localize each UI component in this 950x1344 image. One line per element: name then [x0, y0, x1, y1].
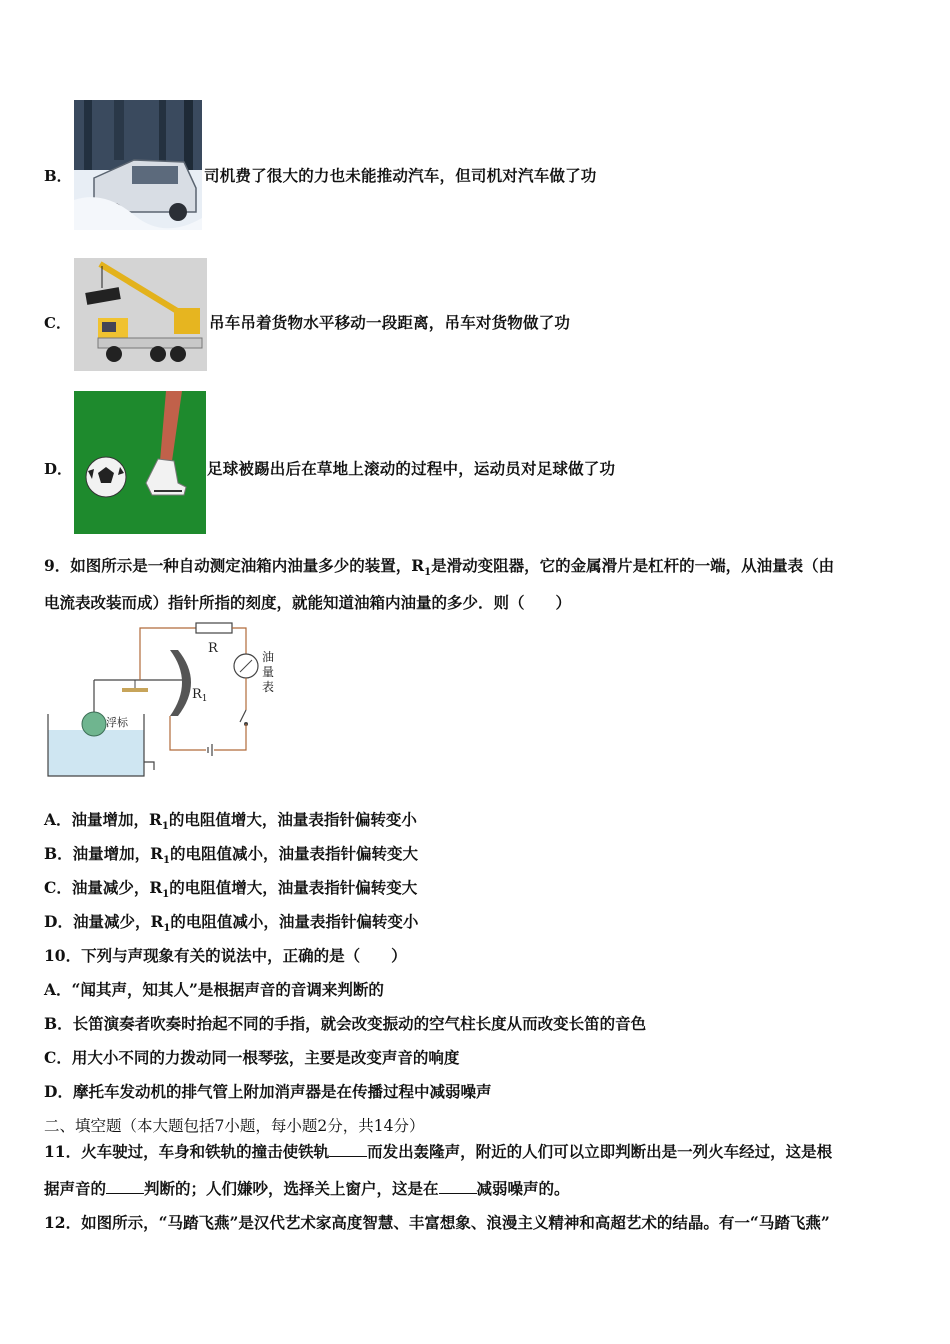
option-c-text: 吊车吊着货物水平移动一段距离，吊车对货物做了功 [209, 313, 571, 332]
q9-stem-part2: 是滑动变阻器，它的金属滑片是杠杆的一端，从油量表（由 [431, 556, 835, 575]
q10-option-d [44, 1080, 491, 1102]
q9-option-b-letter: B． [44, 844, 73, 863]
q9-option-b [44, 842, 418, 866]
q9-option-c-pre: 油量减少，R [71, 878, 163, 897]
q11-line1-part2: 而发出轰隆声，附近的人们可以立即判断出是一列火车经过，这是根 [367, 1142, 833, 1161]
q10-option-a-text: “闻其声，知其人”是根据声音的音调来判断的 [71, 980, 384, 999]
q9-stem-line2: 电流表改装而成）指针所指的刻度，就能知道油箱内油量的多少．则（ ） [44, 593, 572, 612]
q10-option-c-text: 用大小不同的力拨动同一根琴弦，主要是改变声音的响度 [71, 1048, 460, 1067]
q11-line2-part2: 判断的；人们嫌吵，选择关上窗户，这是在 [144, 1179, 439, 1198]
q9-stem-sub: 1 [424, 567, 432, 579]
q11-blank-2[interactable] [106, 1181, 144, 1194]
q10-option-b-letter: B． [44, 1014, 73, 1033]
q9-stem-line1 [44, 554, 834, 578]
option-c-letter: C． [44, 314, 71, 332]
q9-option-c [44, 876, 417, 900]
section-title: 二、填空题（本大题包括7小题，每小题2分，共14分） [44, 1117, 425, 1135]
q12-line1: 12．如图所示，“马踏飞燕”是汉代艺术家高度智慧、丰富想象、浪漫主义精神和高超艺术的结晶。有一“马踏飞燕” [44, 1213, 830, 1232]
q9-option-b-sub: 1 [163, 855, 170, 867]
q10-option-b-text: 长笛演奏者吹奏时抬起不同的手指，就会改变振动的空气柱长度从而改变长笛的音色 [72, 1014, 647, 1033]
option-b-letter: B． [44, 167, 72, 185]
football-kick-image [74, 391, 206, 534]
q10-option-a-letter: A． [44, 980, 72, 999]
label-r1 [192, 687, 208, 704]
q11-blank-1[interactable] [329, 1144, 367, 1157]
oil-gauge-circuit-diagram [44, 618, 294, 783]
q9-option-c-post: 的电阻值增大，油量表指针偏转变大 [169, 878, 418, 897]
q9-option-b-pre: 油量增加，R [72, 844, 163, 863]
q9-option-a [44, 808, 417, 832]
option-b-text: 司机费了很大的力也未能推动汽车，但司机对汽车做了功 [204, 166, 597, 185]
q10-option-d-text: 摩托车发动机的排气管上附加消声器是在传播过程中减弱噪声 [72, 1082, 492, 1101]
q11-line1 [44, 1140, 832, 1162]
crane-truck-image [74, 258, 207, 371]
q9-option-d-sub: 1 [163, 923, 171, 935]
q11-line2-part1: 据声音的 [44, 1179, 107, 1198]
label-float: 浮标 [106, 716, 128, 729]
q11-line1-part1: 11．火车驶过，车身和铁轨的撞击使铁轨 [44, 1142, 330, 1161]
q9-option-c-sub: 1 [162, 889, 170, 901]
q11-blank-3[interactable] [439, 1181, 477, 1194]
q9-option-a-letter: A． [44, 810, 72, 829]
q10-option-a [44, 978, 384, 1000]
q9-stem-part1: 9．如图所示是一种自动测定油箱内油量多少的装置，R [44, 556, 425, 575]
label-oil-gauge: 油量表 [262, 650, 275, 694]
q11-line2 [44, 1177, 570, 1199]
q9-option-d [44, 910, 418, 934]
q9-option-b-post: 的电阻值减小，油量表指针偏转变大 [169, 844, 418, 863]
q10-option-d-letter: D． [44, 1082, 73, 1101]
q11-line2-part3: 减弱噪声的。 [476, 1179, 570, 1198]
q9-option-a-pre: 油量增加，R [71, 810, 162, 829]
label-r1-sub: 1 [201, 694, 208, 704]
option-d-letter: D． [44, 460, 73, 478]
car-in-snow-image [74, 100, 202, 230]
q9-option-d-letter: D． [44, 912, 73, 931]
q9-option-c-letter: C． [44, 878, 72, 897]
q10-option-c [44, 1046, 459, 1068]
q9-option-d-pre: 油量减少，R [72, 912, 164, 931]
q10-option-b [44, 1012, 646, 1034]
label-r1-letter: R [192, 687, 202, 702]
q9-option-d-post: 的电阻值减小，油量表指针偏转变小 [170, 912, 419, 931]
option-d-text: 足球被踢出后在草地上滚动的过程中，运动员对足球做了功 [207, 459, 616, 478]
q9-option-a-post: 的电阻值增大，油量表指针偏转变小 [168, 810, 417, 829]
q10-option-c-letter: C． [44, 1048, 72, 1067]
q9-option-a-sub: 1 [161, 821, 169, 833]
label-r: R [208, 641, 218, 656]
q10-stem: 10．下列与声现象有关的说法中，正确的是（ ） [44, 946, 407, 965]
